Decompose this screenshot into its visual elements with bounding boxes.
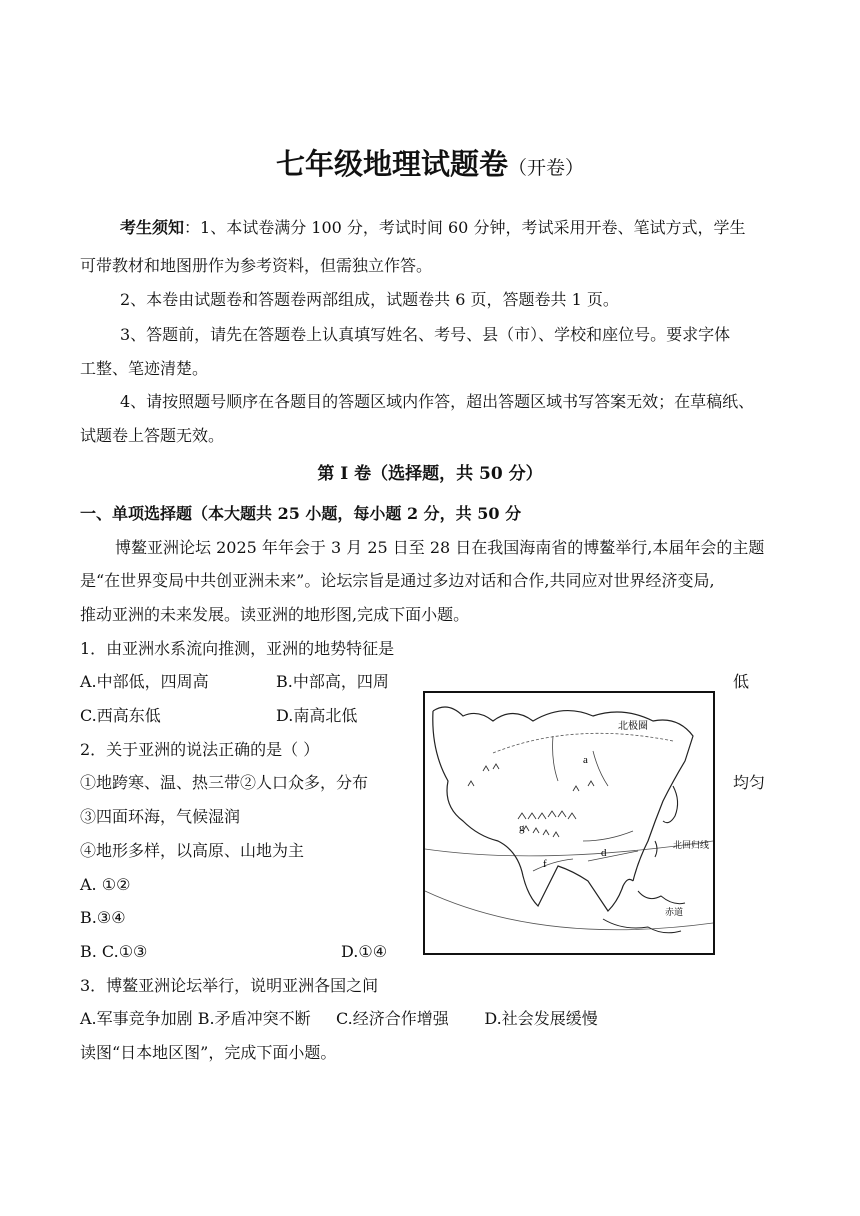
notice-label: 考生须知 xyxy=(120,218,185,237)
q2-statement-3: ③四面环海，气候湿润 xyxy=(80,807,241,826)
q2-statement-2-tail: 均匀 xyxy=(733,773,766,792)
map-label-arctic: 北极圈 xyxy=(618,721,648,732)
asia-terrain-map xyxy=(423,691,715,955)
intro-line-2: 是“在世界变局中共创亚洲未来”。论坛宗旨是通过多边对话和合作,共同应对世界经济变局, xyxy=(80,571,715,590)
q3-stem: 3．博鳌亚洲论坛举行，说明亚洲各国之间 xyxy=(80,976,379,995)
notice-line-1 xyxy=(120,217,745,239)
notice-item-4: 4、请按照题号顺序在各题目的答题区域内作答，超出答题区域书写答案无效；在草稿纸、 xyxy=(120,392,755,411)
map-label-a: a xyxy=(583,754,588,766)
q2-option-b: B.③④ xyxy=(80,908,126,927)
map-label-equator: 赤道 xyxy=(665,907,684,917)
part-heading: 一、单项选择题（本大题共 25 小题，每小题 2 分，共 50 分 xyxy=(80,504,522,523)
map-label-g: g xyxy=(519,822,525,834)
next-instruction: 读图“日本地区图”，完成下面小题。 xyxy=(80,1043,337,1062)
notice-line-2: 可带教材和地图册作为参考资料，但需独立作答。 xyxy=(80,256,433,275)
map-label-f: f xyxy=(543,858,547,870)
section-title: 第 I 卷（选择题，共 50 分） xyxy=(317,464,543,484)
notice-item-3-cont: 工整、笔迹清楚。 xyxy=(80,359,209,378)
q2-statement-4: ④地形多样，以高原、山地为主 xyxy=(80,841,305,860)
q2-stem: 2．关于亚洲的说法正确的是（ ） xyxy=(80,740,320,759)
q1-option-d: D.南高北低 xyxy=(276,706,358,725)
q2-option-a: A. ①② xyxy=(80,875,131,894)
q1-option-b-tail: 低 xyxy=(733,672,750,691)
notice-text-1: ：1、本试卷满分 100 分，考试时间 60 分钟，考试采用开卷、笔试方式，学生 xyxy=(184,218,746,237)
notice-item-3: 3、答题前，请先在答题卷上认真填写姓名、考号、县（市）、学校和座位号。要求字体 xyxy=(120,325,731,344)
title-sub: （开卷） xyxy=(508,157,585,179)
intro-line-3: 推动亚洲的未来发展。读亚洲的地形图,完成下面小题。 xyxy=(80,605,470,624)
q2-option-c: B. C.①③ xyxy=(80,942,148,961)
q1-option-b: B.中部高，四周 xyxy=(276,672,389,691)
q1-option-c: C.西高东低 xyxy=(80,706,161,725)
q1-option-a: A.中部低，四周高 xyxy=(80,672,209,691)
map-label-d: d xyxy=(601,847,607,859)
intro-line-1: 博鳌亚洲论坛 2025 年年会于 3 月 25 日至 28 日在我国海南省的博鳌举行,本届年会的主题 xyxy=(115,538,765,557)
notice-item-4-cont: 试题卷上答题无效。 xyxy=(80,426,225,445)
map-label-tropic: 北回归线 xyxy=(673,840,710,850)
page-title xyxy=(0,146,860,186)
q1-stem: 1．由亚洲水系流向推测，亚洲的地势特征是 xyxy=(80,639,395,658)
q2-statement-1-2: ①地跨寒、温、热三带②人口众多，分布 xyxy=(80,773,369,792)
notice-item-2: 2、本卷由试题卷和答题卷两部组成，试题卷共 6 页，答题卷共 1 页。 xyxy=(120,290,619,309)
title-main: 七年级地理试题卷 xyxy=(275,147,508,181)
q2-option-d: D.①④ xyxy=(341,942,388,961)
q3-options: A.军事竞争加剧 B.矛盾冲突不断 C.经济合作增强 D.社会发展缓慢 xyxy=(80,1009,598,1028)
